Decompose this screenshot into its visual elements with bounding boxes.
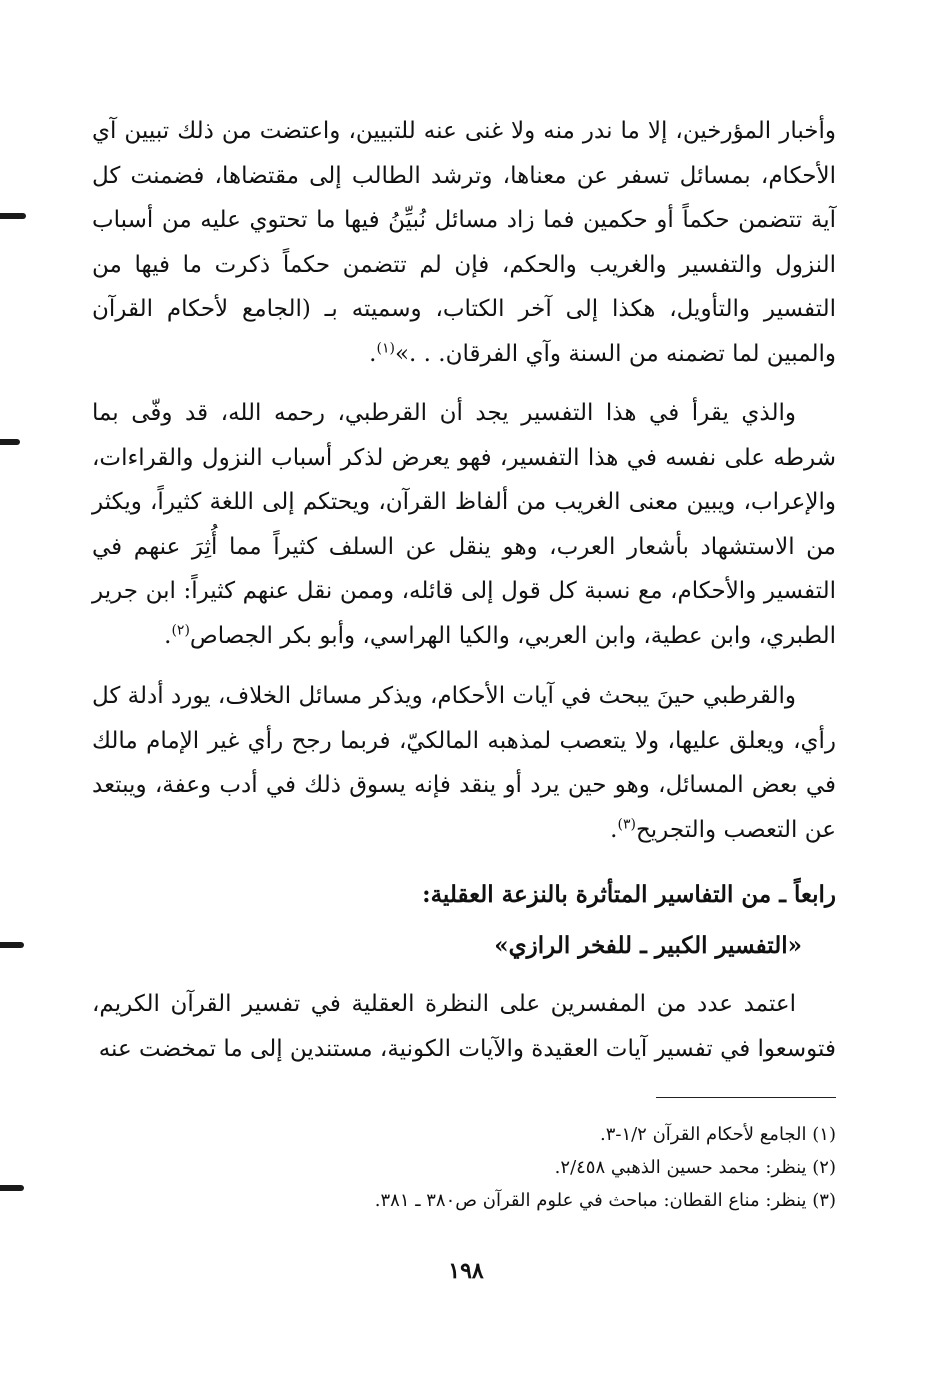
margin-mark [0, 1185, 24, 1191]
paragraph-qurtubi-method [92, 391, 836, 658]
paragraph-text: اعتمد عدد من المفسرين على النظرة العقلية في تفسير القرآن الكريم، فتوسعوا في تفسير آيات العقيدة والآيات الكونية، مستندين إلى ما تمخضت عنه [92, 991, 836, 1062]
footnote-1: (١) الجامع لأحكام القرآن ١/٢-٣. [599, 1124, 836, 1145]
paragraph-text: وأخبار المؤرخين، إلا ما ندر منه ولا غنى عنه للتبيين، واعتضت من ذلك تبيين آي الأحكام، بمسائل تسفر عن معناها، وترشد الطالب إلى مقتضاها، فضمنت كل آية تتضمن حكماً أو حكمين فما زاد مسائل نُبيِّنُ فيها ما تحتوي عليه من أسباب النزول والتفسير والغريب والحكم، فإن لم تتضمن حكماً ذكرت ما فيها من التفسير والتأويل، هكذا إلى آخر الكتاب، وسميته بـ (الجامع لأحكام القرآن والمبين لما تضمنه من السنة وآي الفرقان. . .» [92, 118, 836, 367]
footnote-separator [656, 1097, 836, 1098]
margin-mark [0, 213, 26, 219]
paragraph-end-mark: . [610, 816, 618, 843]
footnote-ref: (٢) [171, 621, 190, 638]
paragraph-quote-end [92, 109, 836, 376]
paragraph-qurtubi-fairness [92, 674, 836, 852]
footnote-ref: (١) [376, 339, 395, 356]
paragraph-text: والذي يقرأ في هذا التفسير يجد أن القرطبي، رحمه الله، قد وفّى بما شرطه على نفسه في هذا التفسير، فهو يعرض لذكر أسباب النزول والقراءات، والإعراب، ويبين معنى الغريب من ألفاظ القرآن، ويحتكم إلى اللغة كثيراً، ويكثر من الاستشهاد بأشعار العرب، وهو ينقل عن السلف كثيراً مما أُثِرَ عنهم في التفسير والأحكام، مع نسبة كل قول إلى قائله، وممن نقل عنهم كثيراً: ابن جرير الطبري، وابن عطية، وابن العربي، والكيا الهراسي، وأبو بكر الجصاص [92, 400, 836, 649]
paragraph-end-mark: . [164, 622, 172, 649]
margin-mark [0, 942, 24, 948]
paragraph-razi-intro [92, 982, 836, 1071]
page-number: ١٩٨ [448, 1258, 484, 1284]
section-heading: رابعاً ـ من التفاسير المتأثرة بالنزعة العقلية: [422, 881, 836, 908]
book-heading: «التفسير الكبير ـ للفخر الرازي» [494, 932, 802, 959]
footnote-3: (٣) ينظر: مناع القطان: مباحث في علوم القرآن ص٣٨٠ ـ ٣٨١. [374, 1190, 836, 1211]
footnote-2: (٢) ينظر: محمد حسين الذهبي ٢/٤٥٨. [554, 1157, 836, 1178]
paragraph-end-mark: . [369, 340, 377, 367]
margin-mark [0, 439, 20, 445]
footnote-ref: (٣) [617, 815, 636, 832]
footnotes [375, 1118, 836, 1217]
paragraph-text: والقرطبي حينَ يبحث في آيات الأحكام، ويذكر مسائل الخلاف، يورد أدلة كل رأي، ويعلق عليها، ولا يتعصب لمذهبه المالكيّ، فربما رجح رأي غير الإمام مالك في بعض المسائل، وهو حين يرد أو ينقد فإنه يسوق ذلك في أدب وعفة، ويبتعد عن التعصب والتجريح [92, 683, 836, 843]
